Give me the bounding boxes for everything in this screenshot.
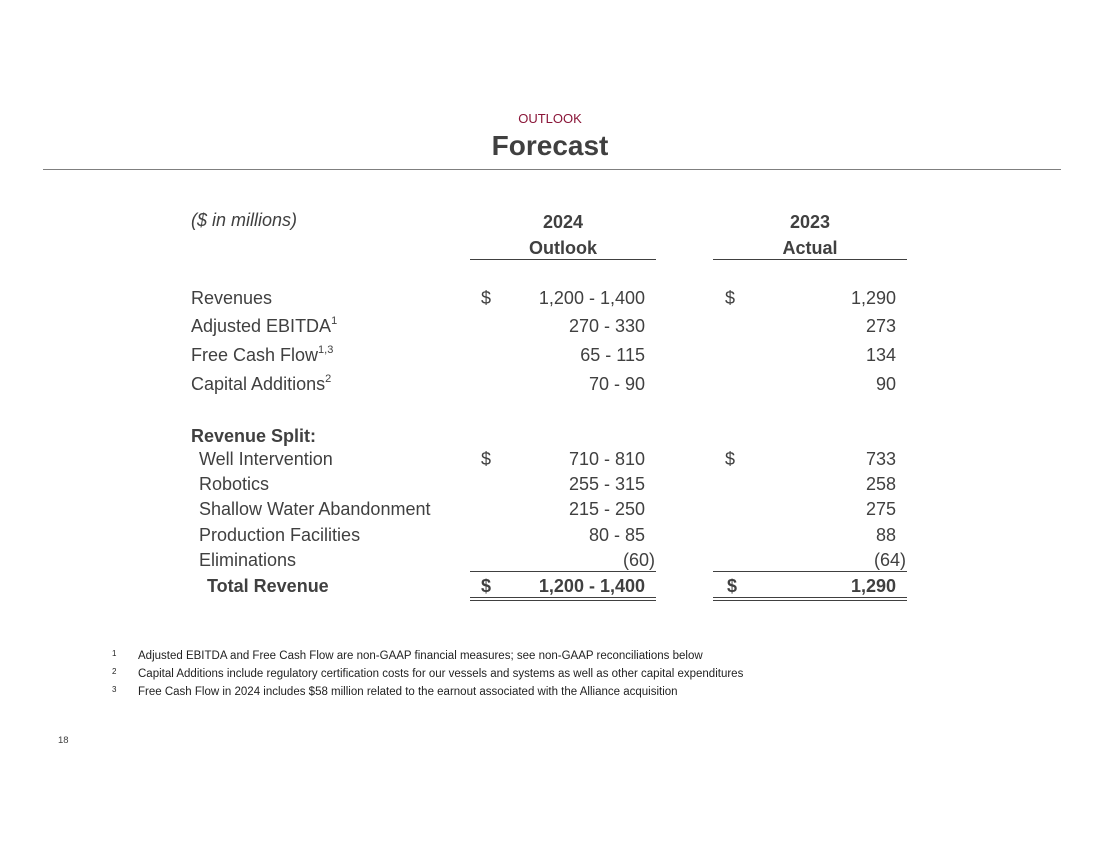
footnote-text: Capital Additions include regulatory certification costs for our vessels and systems as well as other capital expenditures (138, 668, 744, 680)
page-title: Forecast (491, 130, 609, 161)
footnote-text: Adjusted EBITDA and Free Cash Flow are non-GAAP financial measures; see non-GAAP reconciliations below (138, 650, 703, 662)
outlook-value: 1,200 - 1,400 (538, 576, 645, 596)
footnote (112, 683, 678, 702)
actual-value: 1,290 (850, 288, 896, 308)
footnote-text: Free Cash Flow in 2024 includes $58 million related to the earnout associated with the Alliance acquisition (138, 686, 678, 698)
footnote-number: 3 (112, 685, 117, 694)
row-label-text: Adjusted EBITDA (191, 316, 332, 336)
currency-symbol: $ (481, 288, 492, 308)
actual-value: 88 (875, 525, 896, 545)
row-label (191, 371, 331, 397)
currency-symbol: $ (725, 288, 736, 308)
actual-value: 134 (865, 345, 896, 365)
column-header-type: Outlook (529, 238, 597, 258)
column-header-type: Actual (782, 238, 838, 258)
footnote-number: 2 (112, 667, 117, 676)
actual-value: (64) (873, 550, 906, 570)
currency-symbol: $ (481, 449, 492, 469)
subtotal-rule (713, 571, 907, 572)
table-row-production-facilities (0, 522, 1100, 548)
footnote (112, 665, 743, 684)
column-header-year: 2023 (789, 212, 831, 232)
outlook-value: 80 - 85 (588, 525, 645, 545)
column-header-2023-actual (713, 209, 907, 261)
table-row-shallow-water-abandonment (0, 496, 1100, 522)
subtotal-rule (470, 571, 656, 572)
outlook-value: 270 - 330 (568, 316, 645, 336)
table-row-total-revenue (0, 573, 1100, 599)
row-label: Shallow Water Abandonment (199, 499, 431, 519)
actual-value: 1,290 (850, 576, 896, 596)
outlook-value: 710 - 810 (568, 449, 645, 469)
table-row-robotics (0, 471, 1100, 497)
table-row-eliminations (0, 547, 1100, 573)
actual-value: 275 (865, 499, 896, 519)
row-label (191, 313, 337, 339)
currency-symbol: $ (725, 449, 736, 469)
row-label-text: Capital Additions (191, 374, 326, 394)
column-header-underline (713, 259, 907, 260)
table-row-well-intervention (0, 446, 1100, 472)
column-header-2024-outlook (470, 209, 656, 261)
row-label-text: Free Cash Flow (191, 345, 319, 365)
table-row-capital-additions (0, 371, 1100, 397)
total-double-rule (470, 597, 656, 601)
column-header-year: 2024 (542, 212, 584, 232)
row-label: Eliminations (199, 550, 297, 570)
row-label: Revenues (191, 288, 273, 308)
table-row-free-cash-flow (0, 342, 1100, 368)
footnote-ref: 2 (325, 373, 332, 385)
units-label: ($ in millions) (191, 210, 298, 230)
row-label (191, 342, 333, 368)
outlook-value: 215 - 250 (568, 499, 645, 519)
footnote (112, 647, 703, 666)
currency-symbol: $ (727, 576, 738, 596)
outlook-value: 255 - 315 (568, 474, 645, 494)
row-label: Total Revenue (207, 576, 329, 596)
footnote-ref: 1 (331, 315, 338, 327)
outlook-value: 70 - 90 (588, 374, 645, 394)
row-label: Production Facilities (199, 525, 361, 545)
actual-value: 258 (865, 474, 896, 494)
total-double-rule (713, 597, 907, 601)
actual-value: 733 (865, 449, 896, 469)
table-row-revenues (0, 285, 1100, 311)
outlook-value: (60) (622, 550, 655, 570)
outlook-value: 1,200 - 1,400 (538, 288, 645, 308)
currency-symbol: $ (481, 576, 492, 596)
actual-value: 273 (865, 316, 896, 336)
section-heading: Revenue Split: (191, 426, 317, 446)
footnote-number: 1 (112, 649, 117, 658)
actual-value: 90 (875, 374, 896, 394)
footnote-ref: 1,3 (318, 344, 334, 356)
outlook-value: 65 - 115 (580, 345, 645, 365)
section-label: OUTLOOK (518, 111, 582, 126)
row-label: Well Intervention (199, 449, 333, 469)
column-header-underline (470, 259, 656, 260)
row-label: Robotics (199, 474, 270, 494)
table-row-adjusted-ebitda (0, 313, 1100, 339)
title-divider (43, 169, 1061, 170)
page-number: 18 (58, 735, 69, 746)
